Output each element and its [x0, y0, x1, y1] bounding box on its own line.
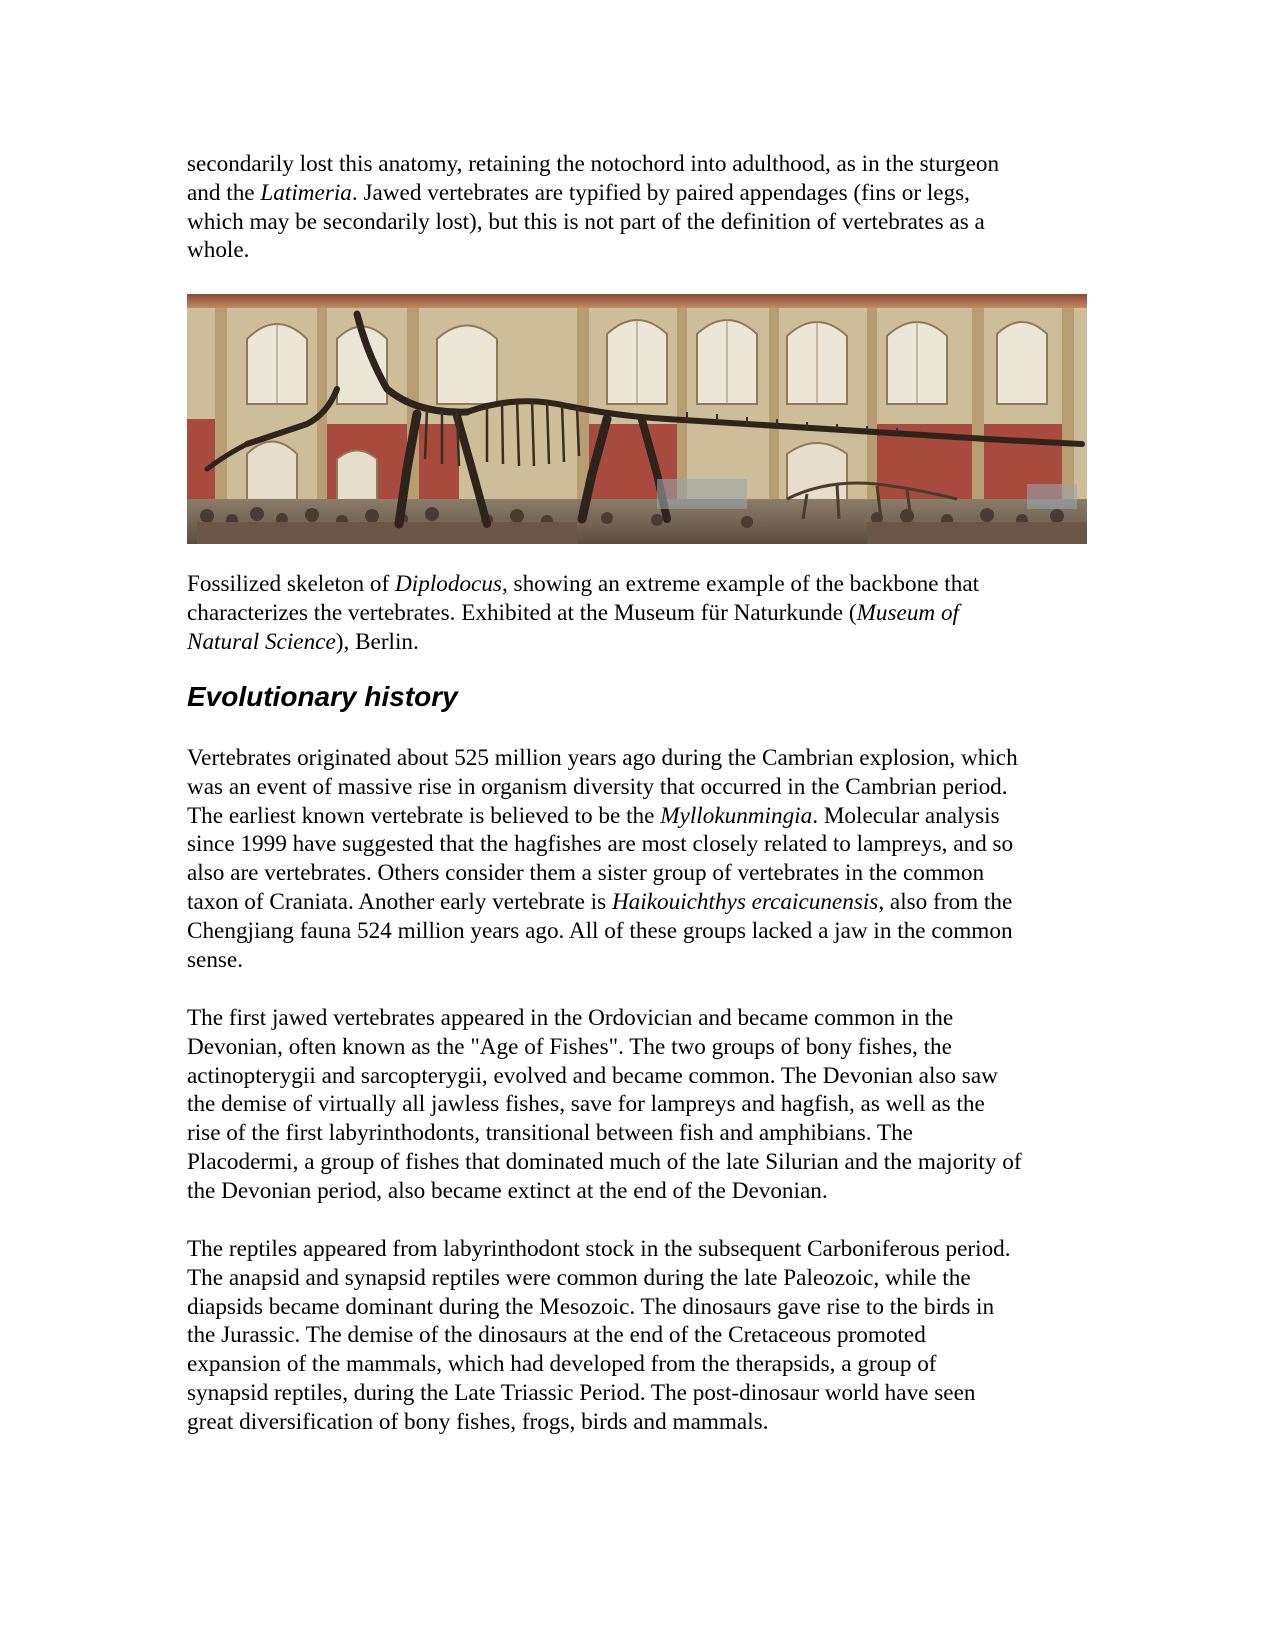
text-line: characterizes the vertebrates. Exhibited at the Museum für Naturkunde (Museum of: [187, 599, 959, 626]
text-line: Devonian, often known as the "Age of Fishes". The two groups of bony fishes, the: [187, 1033, 952, 1060]
paragraph-text: [187, 1235, 1087, 1437]
diplodocus-skeleton-photo: [187, 294, 1087, 544]
text-line: which may be secondarily lost), but this is not part of the definition of vertebrates as a: [187, 208, 985, 235]
text-line: the Devonian period, also became extinct at the end of the Devonian.: [187, 1177, 828, 1204]
text-line: The anapsid and synapsid reptiles were common during the late Paleozoic, while the: [187, 1264, 971, 1291]
paragraph-jawed-vertebrates: [187, 1004, 1087, 1206]
italic-term: Haikouichthys ercaicunensis: [611, 888, 879, 915]
caption-text: [187, 570, 1087, 656]
text-line: expansion of the mammals, which had developed from the therapsids, a group of: [187, 1351, 937, 1378]
text-line: The first jawed vertebrates appeared in the Ordovician and became common in the: [187, 1005, 954, 1031]
text-line: sense.: [187, 946, 244, 973]
text-line: taxon of Craniata. Another early vertebrate is Haikouichthys ercaicunensis, also from the: [187, 888, 1013, 915]
text-line: great diversification of bony fishes, frogs, birds and mammals.: [187, 1408, 769, 1435]
text-line: also are vertebrates. Others consider them a sister group of vertebrates in the common: [187, 860, 985, 887]
paragraph-text: [187, 744, 1087, 974]
italic-term: Diplodocus: [395, 571, 502, 597]
italic-term: Natural Science: [187, 628, 336, 655]
text-line: whole.: [187, 237, 250, 264]
figure-caption: [187, 570, 1087, 656]
text-line: Natural Science), Berlin.: [187, 628, 419, 655]
italic-term: Myllokunmingia: [660, 802, 813, 829]
text-line: secondarily lost this anatomy, retaining the notochord into adulthood, as in the sturgeon: [187, 151, 1000, 177]
text-line: Fossilized skeleton of Diplodocus, showing an extreme example of the backbone that: [187, 571, 980, 597]
paragraph-reptiles: [187, 1235, 1087, 1437]
text-line: Placodermi, a group of fishes that dominated much of the late Silurian and the majority of: [187, 1148, 1022, 1175]
italic-term: Latimeria: [260, 179, 352, 206]
section-heading: Evolutionary history: [187, 681, 458, 712]
text-line: since 1999 have suggested that the hagfishes are most closely related to lampreys, and so: [187, 831, 1014, 858]
text-line: Vertebrates originated about 525 million years ago during the Cambrian explosion, which: [187, 745, 1018, 771]
text-line: actinopterygii and sarcopterygii, evolved and became common. The Devonian also saw: [187, 1062, 998, 1089]
paragraph-text: [187, 150, 1087, 265]
museum-hall-illustration: [187, 294, 1087, 544]
paragraph-origins: [187, 744, 1087, 974]
text-line: synapsid reptiles, during the Late Triassic Period. The post-dinosaur world have seen: [187, 1379, 976, 1406]
text-line: the demise of virtually all jawless fishes, save for lampreys and hagfish, as well as the: [187, 1091, 985, 1118]
text-line: the Jurassic. The demise of the dinosaurs at the end of the Cretaceous promoted: [187, 1322, 926, 1349]
italic-term: Museum of: [856, 599, 959, 626]
text-line: rise of the first labyrinthodonts, transitional between fish and amphibians. The: [187, 1120, 913, 1147]
text-line: was an event of massive rise in organism diversity that occurred in the Cambrian period.: [187, 773, 1008, 800]
text-line: diapsids became dominant during the Mesozoic. The dinosaurs gave rise to the birds in: [187, 1293, 995, 1320]
text-line: and the Latimeria. Jawed vertebrates are typified by paired appendages (fins or legs,: [187, 179, 970, 206]
text-line: The earliest known vertebrate is believed to be the Myllokunmingia. Molecular analysis: [187, 802, 1000, 829]
text-line: The reptiles appeared from labyrinthodont stock in the subsequent Carboniferous period.: [187, 1236, 1011, 1262]
text-line: Chengjiang fauna 524 million years ago. All of these groups lacked a jaw in the common: [187, 917, 1013, 944]
paragraph-text: [187, 1004, 1087, 1206]
paragraph-notochord: [187, 150, 1087, 265]
